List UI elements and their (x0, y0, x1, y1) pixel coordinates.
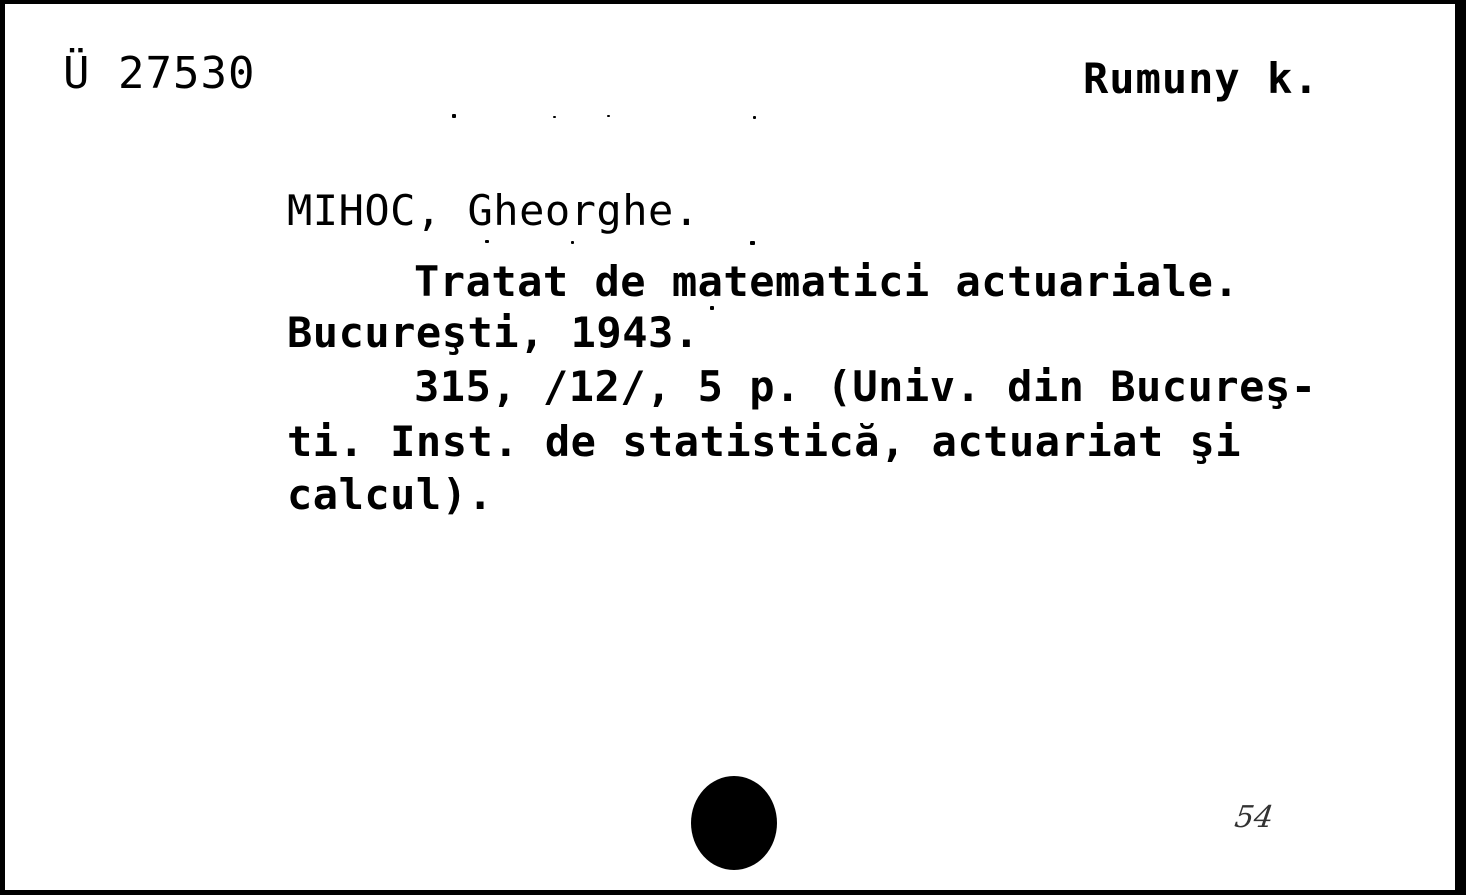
catalog-card (2, 2, 1455, 890)
language-label: Rumuny k. (1083, 54, 1320, 103)
handwritten-mark: 54 (1232, 800, 1276, 835)
author-heading: MIHOC, Gheorghe. (287, 186, 700, 235)
scan-speck (607, 115, 610, 117)
collation-line-2: ti. Inst. de statistică, actuariat şi (287, 417, 1242, 466)
scan-speck (710, 306, 714, 310)
publication-line: Bucureşti, 1943. (287, 308, 700, 357)
call-number: Ü 27530 (63, 48, 256, 99)
scan-speck (571, 241, 574, 244)
scan-speck (750, 241, 755, 245)
title-line: Tratat de matematici actuariale. (414, 257, 1240, 306)
punch-hole (691, 776, 777, 870)
collation-line-3: calcul). (287, 470, 494, 519)
scan-speck (753, 116, 756, 119)
scan-speck (452, 114, 456, 118)
scan-speck (553, 116, 556, 118)
scan-speck (485, 240, 489, 243)
collation-line-1: 315, /12/, 5 p. (Univ. din Bucureş- (414, 362, 1317, 411)
